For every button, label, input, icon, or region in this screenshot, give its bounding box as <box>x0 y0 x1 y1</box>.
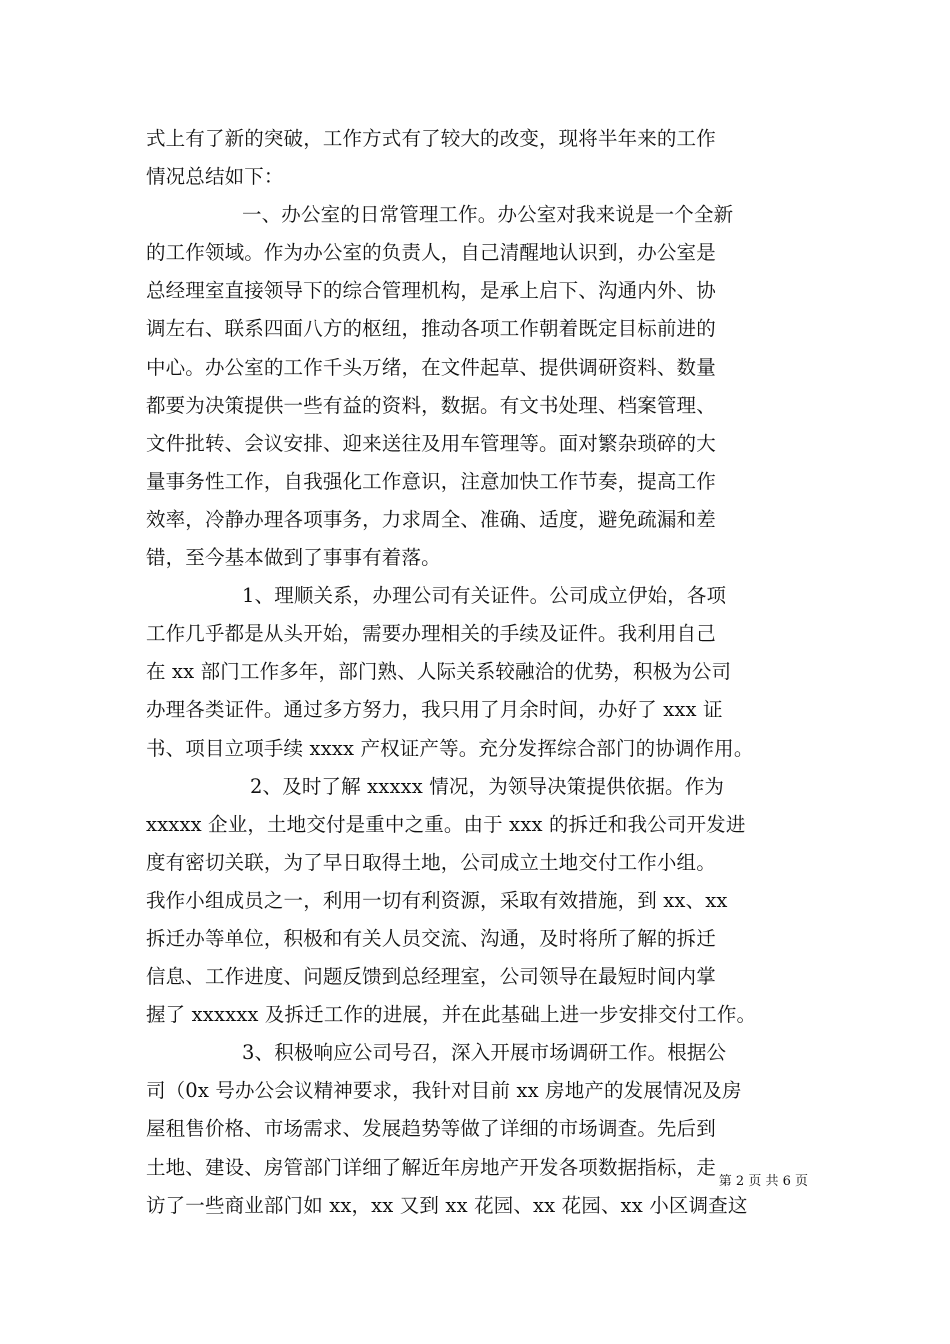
text-line: 都要为决策提供一些有益的资料，数据。有文书处理、档案管理、 <box>146 393 716 417</box>
text-line: 拆迁办等单位，积极和有关人员交流、沟通，及时将所了解的拆迁 <box>146 926 716 950</box>
text-line: 司（0x 号办公会议精神要求，我针对目前 xx 房地产的发展情况及房 <box>146 1079 742 1103</box>
text-line: 信息、工作进度、问题反馈到总经理室，公司领导在最短时间内掌 <box>146 965 716 989</box>
body-text <box>146 120 816 1225</box>
text-line: xxxxx 企业，土地交付是重中之重。由于 xxx 的拆迁和我公司开发进 <box>146 812 746 836</box>
text-line: 屋租售价格、市场需求、发展趋势等做了详细的市场调查。先后到 <box>146 1117 716 1141</box>
text-line: 调左右、联系四面八方的枢纽，推动各项工作朝着既定目标前进的 <box>146 317 716 341</box>
text-line: 工作几乎都是从头开始，需要办理相关的手续及证件。我利用自己 <box>146 622 716 646</box>
text-line: 中心。办公室的工作千头万绪，在文件起草、提供调研资料、数量 <box>146 355 716 379</box>
text-line: 我作小组成员之一，利用一切有利资源，采取有效措施，到 xx、xx <box>146 888 728 912</box>
section-heading-line: 一、办公室的日常管理工作。办公室对我来说是一个全新 <box>242 203 734 227</box>
text-line: 土地、建设、房管部门详细了解近年房地产开发各项数据指标，走 <box>146 1155 716 1179</box>
text-line: 总经理室直接领导下的综合管理机构，是承上启下、沟通内外、协 <box>146 279 716 303</box>
text-line: 文件批转、会议安排、迎来送往及用车管理等。面对繁杂琐碎的大 <box>146 431 716 455</box>
paragraph-intro-tail <box>146 120 816 196</box>
text-line: 量事务性工作，自我强化工作意识，注意加快工作节奏，提高工作 <box>146 469 716 493</box>
paragraph-item-1 <box>146 577 816 767</box>
item-heading-line: 1、理顺关系，办理公司有关证件。公司成立伊始，各项 <box>242 584 727 608</box>
paragraph-item-3 <box>146 1034 816 1224</box>
text-line: 在 xx 部门工作多年，部门熟、人际关系较融洽的优势，积极为公司 <box>146 660 732 684</box>
text-line: 访了一些商业部门如 xx，xx 又到 xx 花园、xx 花园、xx 小区调查这 <box>146 1193 748 1217</box>
text-line: 情况总结如下： <box>146 165 284 189</box>
page-number-footer: 第 2 页 共 6 页 <box>718 1174 808 1189</box>
paragraph-section-1 <box>146 196 816 577</box>
text-line: 办理各类证件。通过多方努力，我只用了月余时间，办好了 xxx 证 <box>146 698 723 722</box>
item-heading-line: 2、及时了解 xxxxx 情况，为领导决策提供依据。作为 <box>250 774 724 798</box>
text-line: 效率，冷静办理各项事务，力求周全、准确、适度，避免疏漏和差 <box>146 507 716 531</box>
text-line: 度有密切关联，为了早日取得土地，公司成立土地交付工作小组。 <box>146 850 716 874</box>
text-line: 错，至今基本做到了事事有着落。 <box>146 546 441 570</box>
text-line: 书、项目立项手续 xxxx 产权证产等。充分发挥综合部门的协调作用。 <box>146 736 754 760</box>
text-line: 握了 xxxxxx 及拆迁工作的进展，并在此基础上进一步安排交付工作。 <box>146 1003 757 1027</box>
text-line: 的工作领域。作为办公室的负责人，自己清醒地认识到，办公室是 <box>146 241 716 265</box>
item-heading-line: 3、积极响应公司号召，深入开展市场调研工作。根据公 <box>242 1041 727 1065</box>
text-line: 式上有了新的突破，工作方式有了较大的改变，现将半年来的工作 <box>146 127 716 150</box>
paragraph-item-2 <box>146 768 816 1035</box>
